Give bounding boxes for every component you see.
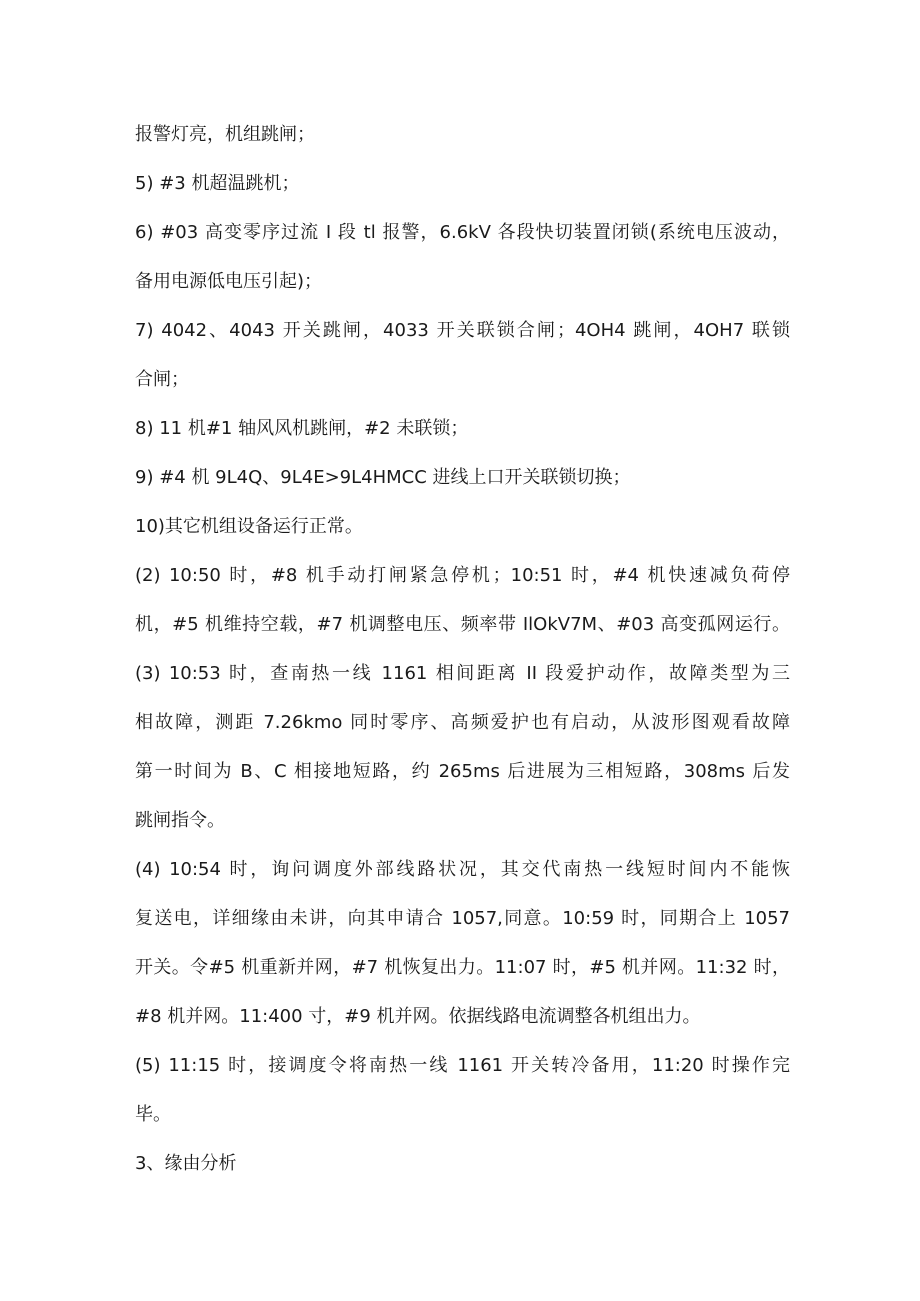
text-line-item-6-cont: 备用电源低电压引起)； bbox=[135, 271, 323, 292]
text-line-item-7: 7) 4042、4043 开关跳闸，4033 开关联锁合闸；4OH4 跳闸，4OH7 联锁 bbox=[135, 320, 790, 341]
text-line-para-4-cont-3: #8 机并网。11:400 寸，#9 机并网。依据线路电流调整各机组出力。 bbox=[135, 1006, 701, 1027]
text-line-item-8: 8) 11 机#1 轴风风机跳闸，#2 未联锁； bbox=[135, 418, 469, 439]
document-body bbox=[135, 110, 790, 1188]
text-line-para-2-cont: 机，#5 机维持空载，#7 机调整电压、频率带 IlOkV7M、#03 高变孤网运行。 bbox=[135, 614, 790, 635]
text-line-para-4-cont-1: 复送电，详细缘由未讲，向其申请合 1057,同意。10:59 时，同期合上 1057 bbox=[135, 908, 790, 929]
text-line-para-5-cont: 毕。 bbox=[135, 1104, 171, 1125]
text-line-para-3-cont-3: 跳闸指令。 bbox=[135, 810, 225, 831]
text-line-para-3-cont-1: 相故障，测距 7.26kmo 同时零序、高频爱护也有启动，从波形图观看故障 bbox=[135, 712, 790, 733]
text-line-alarm-tail: 报警灯亮，机组跳闸； bbox=[135, 124, 315, 145]
text-line-para-2: (2) 10:50 时，#8 机手动打闸紧急停机；10:51 时，#4 机快速减负荷停 bbox=[135, 565, 790, 586]
text-line-item-9: 9) #4 机 9L4Q、9L4E>9L4HMCC 进线上口开关联锁切换； bbox=[135, 467, 631, 488]
text-line-item-6: 6) #03 高变零序过流 I 段 tl 报警，6.6kV 各段快切装置闭锁(系统电压波动， bbox=[135, 222, 790, 243]
text-line-para-5: (5) 11:15 时，接调度令将南热一线 1161 开关转冷备用，11:20 时操作完 bbox=[135, 1055, 790, 1076]
text-line-item-5: 5) #3 机超温跳机； bbox=[135, 173, 300, 194]
text-line-para-3: (3) 10:53 时，查南热一线 1161 相间距离 II 段爱护动作，故障类型为三 bbox=[135, 663, 790, 684]
text-line-para-3-cont-2: 第一时间为 B、C 相接地短路，约 265ms 后进展为三相短路，308ms 后发 bbox=[135, 761, 790, 782]
text-line-para-4: (4) 10:54 时，询问调度外部线路状况，其交代南热一线短时间内不能恢 bbox=[135, 859, 790, 880]
text-line-para-4-cont-2: 开关。令#5 机重新并网，#7 机恢复出力。11:07 时，#5 机并网。11:32 时， bbox=[135, 957, 790, 978]
text-line-item-7-cont: 合闸； bbox=[135, 369, 189, 390]
text-line-item-10: 10)其它机组设备运行正常。 bbox=[135, 516, 363, 537]
section-heading-cause-analysis: 3、缘由分析 bbox=[135, 1153, 237, 1174]
